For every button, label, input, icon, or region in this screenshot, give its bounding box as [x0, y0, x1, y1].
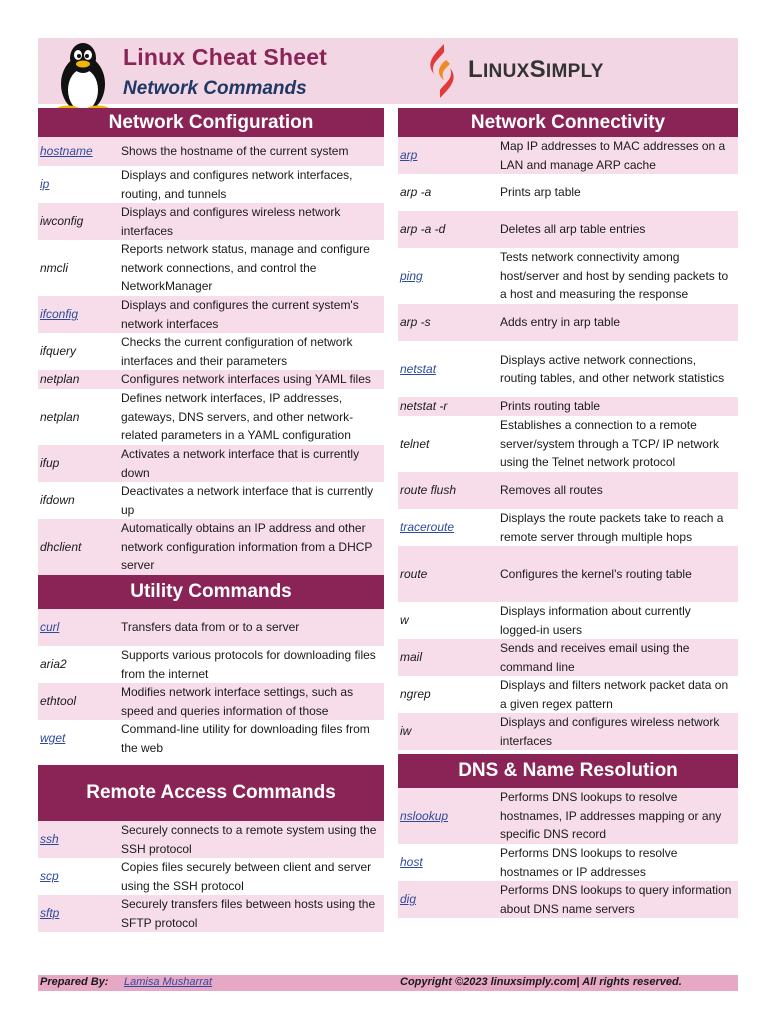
command-description: Modifies network interface settings, such as speed and queries information of those [121, 685, 354, 718]
table-row [398, 304, 738, 341]
command-link[interactable]: dig [400, 892, 417, 907]
table-row [398, 211, 738, 248]
command-description: Map IP addresses to MAC addresses on a LAN and manage ARP cache [500, 139, 726, 172]
command-link[interactable]: host [400, 855, 423, 870]
table-row [38, 333, 384, 370]
command-description: Displays and configures wireless network interfaces [500, 715, 720, 748]
tux-penguin-icon [48, 40, 118, 114]
command-description: Defines network interfaces, IP addresses, gateways, DNS servers, and other network-related parameters in a YAML configuration [121, 391, 354, 443]
command-description: Displays and filters network packet data on a given regex pattern [500, 678, 729, 711]
command-description: Command-line utility for downloading files from the web [121, 722, 370, 755]
command-link[interactable]: traceroute [400, 520, 455, 535]
command-description: Adds entry in arp table [500, 315, 621, 330]
command-description: Transfers data from or to a server [121, 620, 300, 635]
table-row [398, 881, 738, 918]
table-row [398, 546, 738, 602]
section-heading-dns: DNS & Name Resolution [398, 754, 738, 788]
table-row [38, 166, 384, 203]
command-description: Displays and configures wireless network interfaces [121, 205, 341, 238]
table-row [398, 713, 738, 750]
copyright-text: Copyright ©2023 linuxsimply.com| All rights reserved. [400, 976, 682, 988]
table-row [38, 683, 384, 720]
command-description: Reports network status, manage and configure network connections, and control the NetworkManager [121, 242, 370, 294]
section-heading-utility-commands: Utility Commands [38, 575, 384, 609]
table-row [38, 858, 384, 895]
command-description: Removes all routes [500, 483, 603, 498]
flame-logo-icon [422, 40, 462, 102]
table-row [38, 720, 384, 757]
command-name: iw [400, 724, 412, 739]
command-description: Copies files securely between client and server using the SSH protocol [121, 860, 372, 893]
table-row [398, 509, 738, 546]
command-description: Performs DNS lookups to resolve hostnames or IP addresses [500, 846, 678, 879]
command-description: Displays the route packets take to reach a remote server through multiple hops [500, 511, 724, 544]
command-link[interactable]: hostname [40, 144, 93, 159]
command-description: Activates a network interface that is currently down [121, 447, 360, 480]
command-name: aria2 [40, 657, 67, 672]
command-link[interactable]: scp [40, 869, 59, 884]
command-description: Performs DNS lookups to query information about DNS name servers [500, 883, 732, 916]
table-row [38, 203, 384, 240]
table-row [398, 397, 738, 416]
command-description: Performs DNS lookups to resolve hostnames, IP addresses mapping or any specific DNS record [500, 790, 722, 842]
left-column [38, 108, 384, 932]
command-link[interactable]: netstat [400, 361, 437, 376]
command-name: netplan [40, 372, 80, 387]
table-row [398, 788, 738, 844]
page-title: Linux Cheat Sheet [123, 44, 328, 70]
command-name: arp -a -d [400, 222, 446, 237]
command-name: route [400, 566, 428, 581]
table-row [38, 296, 384, 333]
section-heading-remote-access: Remote Access Commands [38, 765, 384, 821]
command-description: Securely connects to a remote system using the SSH protocol [121, 823, 377, 856]
table-row [38, 519, 384, 575]
footer-bar [38, 975, 738, 991]
section-spacer [38, 757, 384, 765]
table-row [398, 137, 738, 174]
command-name: telnet [400, 436, 430, 451]
table-row [38, 482, 384, 519]
command-link[interactable]: arp [400, 148, 418, 163]
table-row [38, 895, 384, 932]
command-description: Prints routing table [500, 399, 601, 414]
command-name: route flush [400, 483, 457, 498]
command-description: Prints arp table [500, 185, 581, 200]
command-link[interactable]: ip [40, 177, 50, 192]
table-row [38, 609, 384, 646]
command-name: w [400, 613, 409, 628]
command-name: netplan [40, 409, 80, 424]
table-row [398, 676, 738, 713]
table-row [38, 370, 384, 389]
table-row [398, 844, 738, 881]
command-name: ifquery [40, 344, 77, 359]
command-name: dhclient [40, 539, 82, 554]
command-name: netstat -r [400, 399, 448, 414]
section-heading-network-configuration: Network Configuration [38, 108, 384, 137]
command-link[interactable]: sftp [40, 906, 60, 921]
command-description: Deactivates a network interface that is currently up [121, 484, 374, 517]
command-description: Configures the kernel's routing table [500, 566, 692, 581]
command-name: ngrep [400, 687, 431, 702]
command-description: Displays and configures network interfaces, routing, and tunnels [121, 168, 353, 201]
table-row [398, 174, 738, 211]
command-link[interactable]: wget [40, 731, 66, 746]
command-name: ethtool [40, 694, 77, 709]
command-description: Securely transfers files between hosts using the SFTP protocol [121, 897, 376, 930]
command-name: nmcli [40, 260, 69, 275]
command-link[interactable]: nslookup [400, 808, 449, 823]
table-row [398, 472, 738, 509]
table-row [38, 445, 384, 482]
right-column [398, 108, 738, 918]
command-link[interactable]: ssh [40, 832, 59, 847]
brand-wordmark: LINUXSIMPLY [468, 56, 604, 83]
command-link[interactable]: curl [40, 620, 60, 635]
command-description: Checks the current configuration of network interfaces and their parameters [121, 335, 353, 368]
table-row [38, 240, 384, 296]
command-link[interactable]: ping [400, 268, 423, 283]
command-name: ifdown [40, 493, 75, 508]
command-name: mail [400, 650, 423, 665]
table-row [398, 248, 738, 304]
command-name: arp -a [400, 185, 432, 200]
command-description: Displays active network connections, routing tables, and other network statistics [500, 352, 725, 385]
command-description: Tests network connectivity among host/server and host by sending packets to a host and measuring the response [500, 250, 729, 302]
table-row [398, 416, 738, 472]
table-row [398, 602, 738, 639]
command-description: Establishes a connection to a remote server/system through a TCP/ IP network using the Telnet network protocol [500, 418, 719, 470]
command-description: Displays and configures the current system's network interfaces [121, 298, 359, 331]
page-subtitle: Network Commands [123, 78, 307, 99]
table-row [38, 137, 384, 166]
table-row [38, 646, 384, 683]
command-description: Deletes all arp table entries [500, 222, 646, 237]
command-description: Sends and receives email using the command line [500, 641, 690, 674]
command-name: arp -s [400, 315, 431, 330]
table-row [398, 341, 738, 397]
table-row [398, 639, 738, 676]
command-description: Configures network interfaces using YAML files [121, 372, 371, 387]
command-description: Shows the hostname of the current system [121, 144, 349, 159]
section-heading-network-connectivity: Network Connectivity [398, 108, 738, 137]
command-description: Displays information about currently logged-in users [500, 604, 691, 637]
command-link[interactable]: ifconfig [40, 307, 79, 322]
command-description: Automatically obtains an IP address and other network configuration information from a DHCP server [121, 521, 373, 573]
command-name: iwconfig [40, 214, 84, 229]
table-row [38, 389, 384, 445]
header-banner [38, 38, 738, 104]
command-description: Supports various protocols for downloading files from the internet [121, 648, 376, 681]
table-row [38, 821, 384, 858]
author-link[interactable]: Lamisa Musharrat [124, 976, 213, 988]
prepared-by-label: Prepared By: [40, 976, 109, 988]
command-name: ifup [40, 456, 60, 471]
